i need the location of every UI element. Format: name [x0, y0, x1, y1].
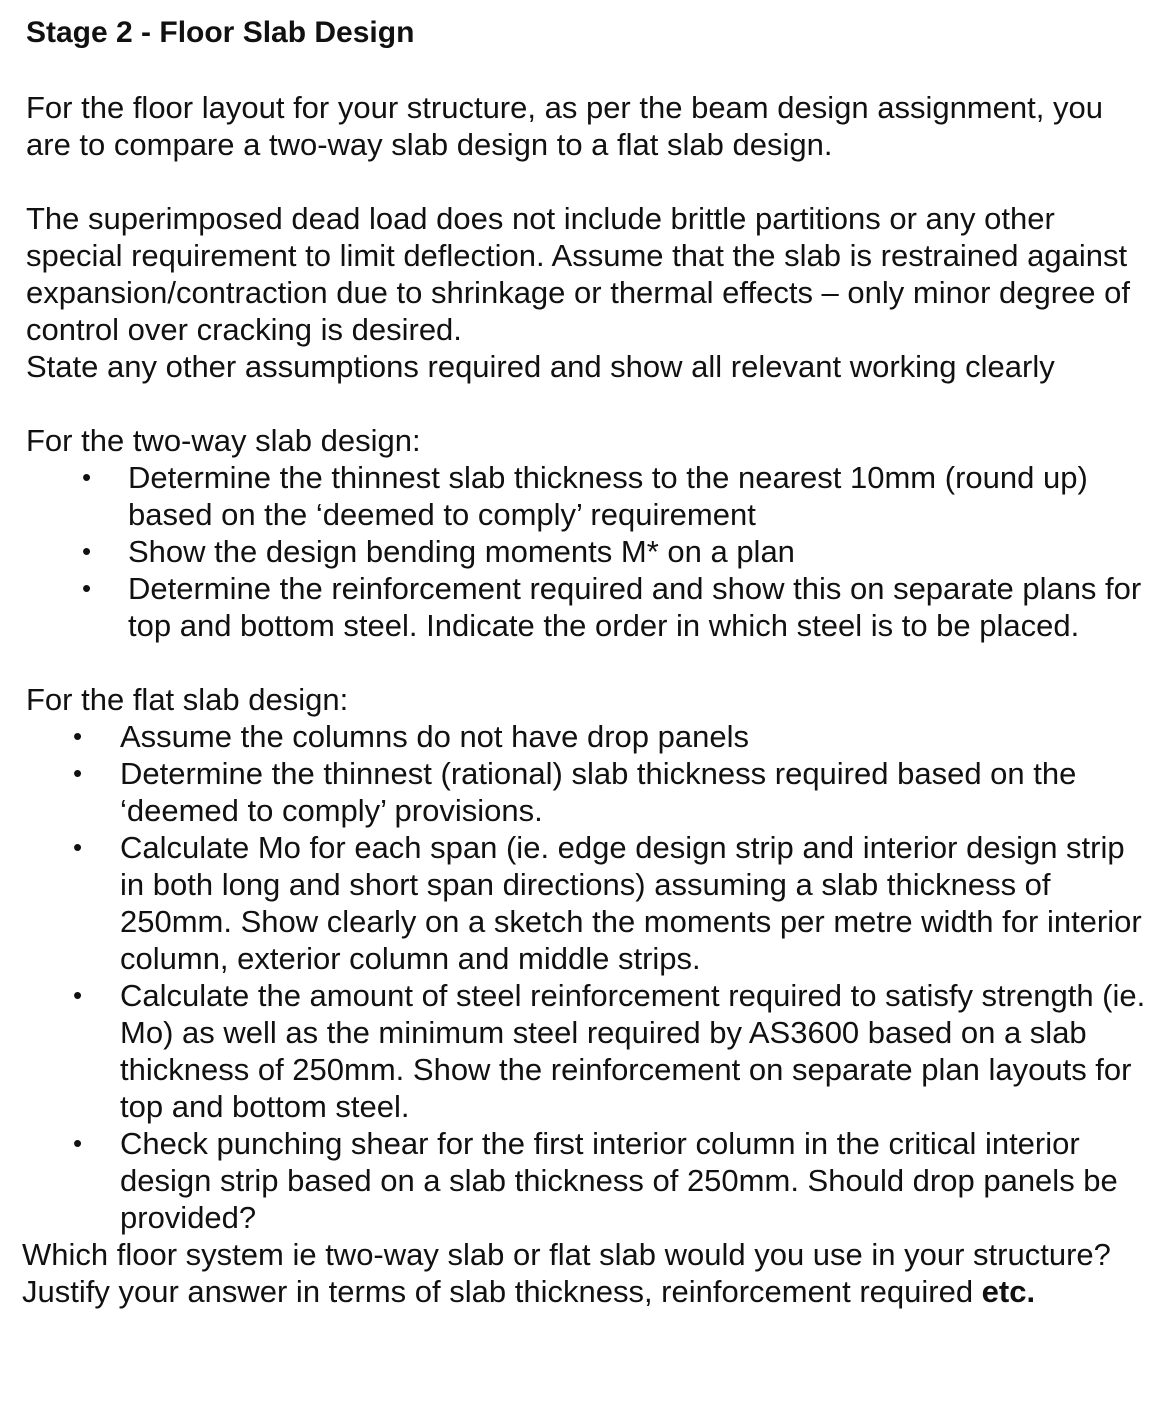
list-item-text: Calculate Mo for each span (ie. edge design strip and interior design strip in both long and short span directions) assuming a slab thickness of 250mm. Show clearly on a sketch the moments per metre width for interior column, exterior column and middle strips. [120, 830, 1142, 976]
bullet-icon: • [73, 980, 83, 1010]
bullet-icon: • [73, 832, 83, 862]
list-item-text: Determine the thinnest slab thickness to the nearest 10mm (round up) based on the ‘deemed to comply’ requirement [128, 460, 1088, 532]
conclusion-bold-tail: etc. [981, 1274, 1036, 1309]
list-item [26, 1125, 1156, 1236]
bullet-icon: • [73, 1128, 83, 1158]
conclusion-text: Which floor system ie two-way slab or flat slab would you use in your structure? Justify your answer in terms of slab thickness, reinforcement required [22, 1237, 1111, 1309]
list-item-text: Show the design bending moments M* on a plan [128, 534, 795, 569]
list-item-text: Assume the columns do not have drop panels [120, 719, 749, 754]
two-way-heading: For the two-way slab design: [26, 423, 421, 458]
intro-paragraph: For the floor layout for your structure, as per the beam design assignment, you are to compare a two-way slab design to a flat slab design. [26, 90, 1103, 162]
list-item [26, 829, 1156, 977]
list-item [26, 755, 1156, 829]
bullet-icon: • [82, 536, 92, 566]
bullet-icon: • [82, 462, 92, 492]
bullet-icon: • [73, 721, 83, 751]
bullet-icon: • [73, 758, 83, 788]
document-page [22, 14, 1156, 1310]
flat-slab-list [26, 718, 1156, 1236]
assumptions-working-line: State any other assumptions required and show all relevant working clearly [26, 349, 1055, 384]
bullet-icon: • [82, 573, 92, 603]
conclusion-paragraph [22, 1236, 1156, 1310]
list-item [26, 977, 1156, 1125]
assumptions-paragraph: The superimposed dead load does not include brittle partitions or any other special requirement to limit deflection. Assume that the slab is restrained against expansion/contraction due to shrinkage or thermal effects – only minor degree of control over cracking is desired. [26, 201, 1131, 347]
list-item-text: Calculate the amount of steel reinforcement required to satisfy strength (ie. Mo) as well as the minimum steel required by AS3600 based on a slab thickness of 250mm. Show the reinforcement on separate plan layouts for top and bottom steel. [120, 978, 1146, 1124]
list-item-text: Determine the reinforcement required and show this on separate plans for top and bottom steel. Indicate the order in which steel is to be placed. [128, 571, 1142, 643]
two-way-list [26, 459, 1156, 644]
list-item-text: Determine the thinnest (rational) slab thickness required based on the ‘deemed to comply’ provisions. [120, 756, 1077, 828]
list-item [26, 718, 1156, 755]
list-item-text: Check punching shear for the first interior column in the critical interior design strip based on a slab thickness of 250mm. Should drop panels be provided? [120, 1126, 1118, 1235]
list-item [26, 459, 1156, 533]
list-item [26, 570, 1156, 644]
list-item [26, 533, 1156, 570]
page-title: Stage 2 - Floor Slab Design [26, 16, 415, 49]
flat-slab-heading: For the flat slab design: [26, 682, 349, 717]
